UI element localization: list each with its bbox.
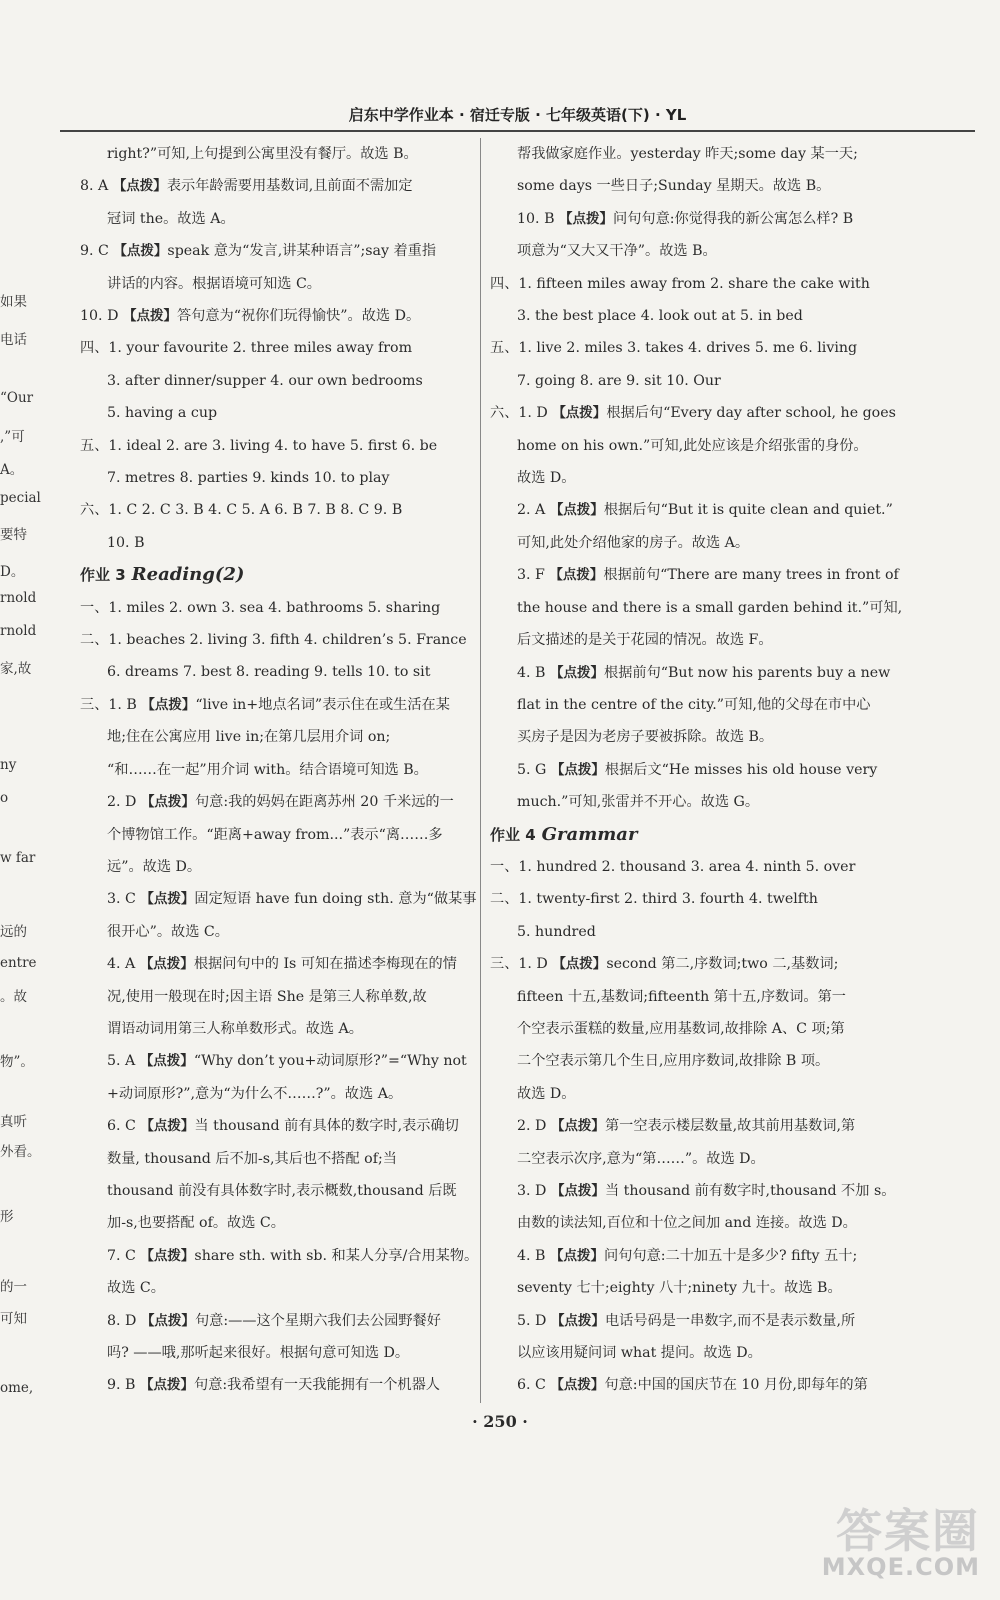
margin-fragment: 电话	[0, 332, 27, 348]
hint-tag: 【点拨】	[113, 243, 168, 260]
answer-text: 六、1. C 2. C 3. B 4. C 5. A 6. B 7. B 8. C 9. B	[80, 502, 403, 519]
answer-number: 2. D	[107, 794, 137, 811]
answer-text: 根据后句“But it is quite clean and quiet.”	[603, 502, 893, 519]
answer-number: 9. B	[107, 1377, 136, 1394]
margin-fragment: 远的	[0, 924, 27, 940]
margin-fragment: 家,故	[0, 661, 32, 677]
answer-line	[80, 1013, 475, 1045]
answer-line	[80, 1337, 475, 1369]
answer-line	[80, 1305, 475, 1337]
hint-tag: 【点拨】	[141, 696, 196, 713]
answer-line	[80, 721, 475, 753]
answer-line	[490, 948, 890, 980]
section-heading	[490, 819, 890, 851]
answer-line	[490, 916, 890, 948]
section-heading	[80, 559, 475, 591]
answer-text: 10. B	[107, 534, 145, 551]
answer-line	[490, 1207, 890, 1239]
answer-text: 项意为“又大又干净”。故选 B。	[517, 243, 717, 260]
hint-tag: 【点拨】	[550, 1377, 605, 1394]
hint-tag: 【点拨】	[140, 1312, 195, 1329]
answer-line	[490, 592, 903, 624]
answer-text: 7. going 8. are 9. sit 10. Our	[517, 372, 721, 389]
answer-text: 根据前句“There are many trees in front of	[603, 567, 899, 584]
margin-fragment: 。故	[0, 989, 27, 1005]
answer-number: 2. D	[517, 1118, 547, 1135]
answer-line	[490, 1337, 890, 1369]
margin-fragment: rnold	[0, 623, 37, 639]
answer-number: 5. G	[517, 761, 547, 778]
margin-fragment: ny	[0, 757, 17, 773]
answer-number: 5. A	[107, 1053, 136, 1070]
hint-tag: 【点拨】	[140, 794, 195, 811]
answer-number: 4. A	[107, 956, 136, 973]
answer-text: “和……在一起”用介词 with。结合语境可知选 B。	[107, 761, 428, 778]
hint-tag: 【点拨】	[139, 1053, 194, 1070]
watermark-bottom-text: MXQE.COM	[821, 1553, 980, 1581]
answer-line	[80, 656, 475, 688]
answer-text: “Why don’t you+动词原形?”=“Why not	[193, 1053, 467, 1070]
answer-text: 二、1. twenty-first 2. third 3. fourth 4. twelfth	[490, 891, 818, 908]
answer-number: 8. A	[80, 178, 109, 195]
hint-tag: 【点拨】	[112, 178, 167, 195]
section-title: Grammar	[541, 823, 638, 845]
answer-line	[80, 1369, 475, 1401]
answer-line	[80, 1207, 475, 1239]
answer-text: 问句句意:二十加五十是多少? fifty 五十;	[604, 1247, 858, 1264]
answer-line	[490, 235, 890, 267]
answer-text: 根据问句中的 Is 可知在描述李梅现在的情	[193, 956, 457, 973]
answer-line	[490, 268, 890, 300]
answer-number: 3. F	[517, 567, 545, 584]
answer-text: 五、1. live 2. miles 3. takes 4. drives 5. me 6. living	[490, 340, 858, 357]
answer-text: 况,使用一般现在时;因主语 She 是第三人称单数,故	[107, 988, 427, 1005]
answer-line	[490, 462, 890, 494]
answer-line	[490, 527, 890, 559]
answer-text: flat in the centre of the city.”可知,他的父母在市中心	[517, 696, 871, 713]
answer-text: 根据后文“He misses his old house very	[604, 761, 878, 778]
answer-text: 句意:——这个星期六我们去公园野餐好	[194, 1312, 441, 1329]
margin-fragment: pecial	[0, 490, 41, 506]
answer-text: 帮我做家庭作业。yesterday 昨天;some day 某一天;	[517, 146, 858, 162]
answer-line	[80, 397, 475, 429]
margin-fragment: 的一	[0, 1279, 27, 1295]
answer-text: 个空表示蛋糕的数量,应用基数词,故排除 A、C 项;第	[517, 1020, 845, 1037]
answer-number: 三、1. B	[80, 696, 137, 713]
hint-tag: 【点拨】	[549, 567, 604, 584]
answer-number: 4. B	[517, 664, 546, 681]
hint-tag: 【点拨】	[140, 1118, 195, 1135]
answer-line	[80, 1143, 475, 1175]
answer-text: 数量, thousand 后不加-s,其后也不搭配 of;当	[107, 1150, 397, 1167]
answer-text: 第一空表示楼层数量,故其前用基数词,第	[604, 1118, 856, 1135]
hint-tag: 【点拨】	[550, 1118, 605, 1135]
answer-text: 句意:我希望有一天我能拥有一个机器人	[194, 1377, 440, 1394]
answer-line	[80, 138, 475, 170]
answer-text: 固定短语 have fun doing sth. 意为“做某事	[194, 891, 477, 908]
answer-text: share sth. with sb. 和某人分享/合用某物。	[194, 1247, 479, 1264]
answer-text: 冠词 the。故选 A。	[107, 210, 235, 227]
answer-text: 故选 C。	[107, 1280, 165, 1297]
answer-text: home on his own.”可知,此处应该是介绍张雷的身份。	[517, 437, 868, 454]
answer-line	[490, 721, 890, 753]
answer-text: 5. hundred	[517, 923, 596, 940]
answer-line	[80, 1240, 479, 1272]
answer-line	[490, 1013, 890, 1045]
answer-text: seventy 七十;eighty 八十;ninety 九十。故选 B。	[517, 1280, 842, 1297]
answer-line	[80, 365, 475, 397]
margin-fragment: D。	[0, 564, 25, 580]
answer-text: thousand 前没有具体数字时,表示概数,thousand 后既	[107, 1182, 457, 1199]
answer-text: much.”可知,张雷并不开心。故选 G。	[517, 794, 760, 811]
answer-text: 四、1. fifteen miles away from 2. share the cake with	[490, 275, 870, 292]
answer-text: speak 意为“发言,讲某种语言”;say 着重指	[167, 243, 437, 260]
answer-number: 三、1. D	[490, 956, 548, 973]
page-header	[60, 104, 975, 132]
answer-text: 7. metres 8. parties 9. kinds 10. to play	[107, 470, 390, 487]
answer-line	[490, 1175, 896, 1207]
answer-text: some days 一些日子;Sunday 星期天。故选 B。	[517, 178, 831, 195]
answer-line	[80, 332, 475, 364]
answer-text: 电话号码是一串数字,而不是表示数量,所	[604, 1312, 856, 1329]
answer-line	[80, 883, 475, 915]
answer-text: 一、1. miles 2. own 3. sea 4. bathrooms 5. sharing	[80, 599, 441, 616]
answer-text: the house and there is a small garden behind it.”可知,	[517, 599, 903, 616]
answer-line	[80, 851, 475, 883]
margin-fragment: ome,	[0, 1380, 34, 1396]
answer-text: 6. dreams 7. best 8. reading 9. tells 10. to sit	[107, 664, 431, 681]
right-column	[490, 138, 903, 1402]
answer-line	[490, 981, 890, 1013]
answer-line	[80, 203, 475, 235]
answer-line	[490, 1045, 890, 1077]
hint-tag: 【点拨】	[550, 1312, 605, 1329]
answer-line	[490, 754, 890, 786]
answer-line	[80, 235, 475, 267]
answer-text: 可知,此处介绍他家的房子。故选 A。	[517, 534, 750, 551]
answer-line	[490, 1305, 890, 1337]
answer-line	[490, 300, 890, 332]
answer-text: fifteen 十五,基数词;fifteenth 第十五,序数词。第一	[517, 988, 846, 1005]
answer-text: 一、1. hundred 2. thousand 3. area 4. ninth 5. over	[490, 858, 856, 875]
answer-line	[490, 851, 890, 883]
answer-text: 故选 D。	[517, 1085, 576, 1102]
answer-line	[80, 300, 475, 332]
page-number: · 250 ·	[472, 1412, 528, 1431]
margin-fragment: o	[0, 790, 9, 806]
answer-text: 3. after dinner/supper 4. our own bedrooms	[107, 372, 423, 389]
left-column	[80, 138, 479, 1402]
answer-text: 二个空表示第几个生日,应用序数词,故排除 B 项。	[517, 1053, 830, 1070]
margin-fragment: w far	[0, 850, 36, 866]
answer-line	[80, 170, 475, 202]
answer-text: “live in+地点名词”表示住在或生活在某	[195, 696, 450, 713]
hint-tag: 【点拨】	[139, 956, 194, 973]
answer-line	[490, 1143, 890, 1175]
margin-fragment: 真听	[0, 1114, 27, 1130]
answer-number: 10. B	[517, 210, 555, 227]
hint-tag: 【点拨】	[552, 956, 607, 973]
section-title: Reading(2)	[131, 564, 245, 586]
margin-fragment: ,”可	[0, 429, 25, 445]
header-title: 启东中学作业本 · 宿迁专版 · 七年级英语(下) · YL	[348, 106, 687, 124]
answer-number: 3. D	[517, 1182, 547, 1199]
answer-line	[80, 527, 475, 559]
answer-line	[80, 786, 475, 818]
answer-line	[490, 332, 890, 364]
answer-line	[80, 1272, 475, 1304]
answer-line	[490, 138, 890, 170]
answer-text: right?”可知,上句提到公寓里没有餐厅。故选 B。	[107, 146, 418, 162]
margin-fragment: 可知	[0, 1311, 27, 1327]
answer-number: 8. D	[107, 1312, 137, 1329]
answer-line	[80, 1045, 475, 1077]
section-number: 作业 4	[490, 825, 536, 844]
answer-number: 4. B	[517, 1247, 546, 1264]
margin-fragment: rnold	[0, 590, 37, 606]
answer-line	[490, 365, 890, 397]
answer-line	[490, 1078, 890, 1110]
answer-text: 句意:中国的国庆节在 10 月份,即每年的第	[604, 1377, 868, 1394]
answer-text: 加-s,也要搭配 of。故选 C。	[107, 1215, 285, 1232]
answer-number: 6. C	[107, 1118, 136, 1135]
answer-text: 句意:我的妈妈在距离苏州 20 千米远的一	[194, 794, 454, 811]
answer-line	[490, 397, 896, 429]
answer-text: 五、1. ideal 2. are 3. living 4. to have 5. first 6. be	[80, 437, 438, 454]
column-divider	[480, 138, 481, 1403]
margin-fragment: 形	[0, 1209, 14, 1225]
margin-fragment: entre	[0, 955, 37, 971]
answer-line	[80, 494, 475, 526]
answer-line	[490, 170, 890, 202]
answer-number: 7. C	[107, 1247, 136, 1264]
answer-text: 故选 D。	[517, 470, 576, 487]
answer-text: 二空表示次序,意为“第……”。故选 D。	[517, 1150, 765, 1167]
answer-line	[490, 689, 890, 721]
answer-line	[80, 819, 475, 851]
hint-tag: 【点拨】	[550, 664, 604, 681]
answer-text: 讲话的内容。根据语境可知选 C。	[107, 275, 321, 292]
answer-text: 当 thousand 前有具体的数字时,表示确切	[194, 1118, 459, 1135]
answer-line	[80, 754, 475, 786]
answer-text: 吗? ——哦,那听起来很好。根据句意可知选 D。	[107, 1345, 410, 1362]
answer-line	[80, 1078, 475, 1110]
answer-text: 买房子是因为老房子要被拆除。故选 B。	[517, 729, 774, 746]
answer-line	[80, 462, 475, 494]
margin-fragment: 要特	[0, 527, 27, 543]
answer-text: 二、1. beaches 2. living 3. fifth 4. children’s 5. France	[80, 632, 467, 649]
answer-line	[490, 1240, 890, 1272]
answer-line	[80, 1175, 475, 1207]
answer-text: 地;住在公寓应用 live in;在第几层用介词 on;	[107, 729, 391, 746]
margin-fragment: 外看。	[0, 1144, 41, 1160]
answer-text: 根据后句“Every day after school, he goes	[606, 405, 896, 422]
margin-fragment: “Our	[0, 390, 34, 406]
hint-tag: 【点拨】	[140, 1377, 194, 1394]
answer-line	[490, 1272, 890, 1304]
answer-line	[80, 948, 475, 980]
hint-tag: 【点拨】	[559, 210, 614, 227]
answer-text: 由数的读法知,百位和十位之间加 and 连接。故选 D。	[517, 1215, 857, 1232]
answer-number: 10. D	[80, 308, 119, 325]
answer-text: 四、1. your favourite 2. three miles away from	[80, 340, 413, 357]
answer-line	[490, 624, 890, 656]
answer-number: 6. C	[517, 1377, 546, 1394]
answer-text: 根据前句“But now his parents buy a new	[604, 664, 891, 681]
answer-text: second 第二,序数词;two 二,基数词;	[606, 956, 839, 973]
answer-line	[80, 592, 475, 624]
watermark-top-text: 答案圈	[836, 1504, 980, 1558]
answer-number: 2. A	[517, 502, 546, 519]
answer-text: 5. having a cup	[107, 405, 218, 422]
answer-line	[490, 883, 890, 915]
answer-text: +动词原形?”,意为“为什么不……?”。故选 A。	[107, 1085, 403, 1102]
answer-line	[490, 494, 893, 526]
answer-text: 远”。故选 D。	[107, 858, 202, 875]
answer-number: 9. C	[80, 243, 109, 260]
answer-line	[80, 268, 475, 300]
answer-line	[490, 1110, 890, 1142]
hint-tag: 【点拨】	[550, 1182, 605, 1199]
answer-text: 后文描述的是关于花园的情况。故选 F。	[517, 632, 773, 649]
hint-tag: 【点拨】	[122, 308, 177, 325]
answer-text: 以应该用疑问词 what 提问。故选 D。	[517, 1345, 762, 1362]
answer-number: 3. C	[107, 891, 136, 908]
hint-tag: 【点拨】	[549, 502, 604, 519]
answer-text: 个博物馆工作。“距离+away from...”表示“离……多	[107, 826, 443, 843]
answer-text: 很开心”。故选 C。	[107, 923, 229, 940]
answer-line	[490, 203, 890, 235]
margin-fragment: 物”。	[0, 1054, 34, 1070]
margin-fragment: A。	[0, 462, 24, 478]
answer-text: 表示年龄需要用基数词,且前面不需加定	[166, 178, 413, 195]
hint-tag: 【点拨】	[140, 891, 195, 908]
answer-line	[80, 916, 475, 948]
answer-line	[80, 430, 475, 462]
hint-tag: 【点拨】	[550, 761, 605, 778]
answer-line	[490, 657, 890, 689]
watermark-logo	[790, 1495, 990, 1595]
hint-tag: 【点拨】	[552, 405, 607, 422]
answer-line	[80, 689, 475, 721]
hint-tag: 【点拨】	[140, 1247, 195, 1264]
answer-number: 5. D	[517, 1312, 547, 1329]
answer-text: 谓语动词用第三人称单数形式。故选 A。	[107, 1020, 363, 1037]
section-number: 作业 3	[80, 566, 126, 585]
answer-text: 当 thousand 前有数字时,thousand 不加 s。	[604, 1182, 896, 1199]
hint-tag: 【点拨】	[550, 1247, 604, 1264]
answer-text: 3. the best place 4. look out at 5. in bed	[517, 308, 803, 325]
margin-fragment: 如果	[0, 294, 27, 310]
answer-line	[80, 981, 475, 1013]
answer-text: 问句句意:你觉得我的新公寓怎么样? B	[613, 210, 854, 227]
answer-line	[80, 1110, 475, 1142]
answer-line	[80, 624, 475, 656]
answer-number: 六、1. D	[490, 405, 548, 422]
answer-line	[490, 430, 890, 462]
answer-line	[490, 786, 890, 818]
answer-line	[490, 559, 899, 591]
answer-line	[490, 1369, 890, 1401]
answer-text: 答句意为“祝你们玩得愉快”。故选 D。	[176, 308, 421, 325]
